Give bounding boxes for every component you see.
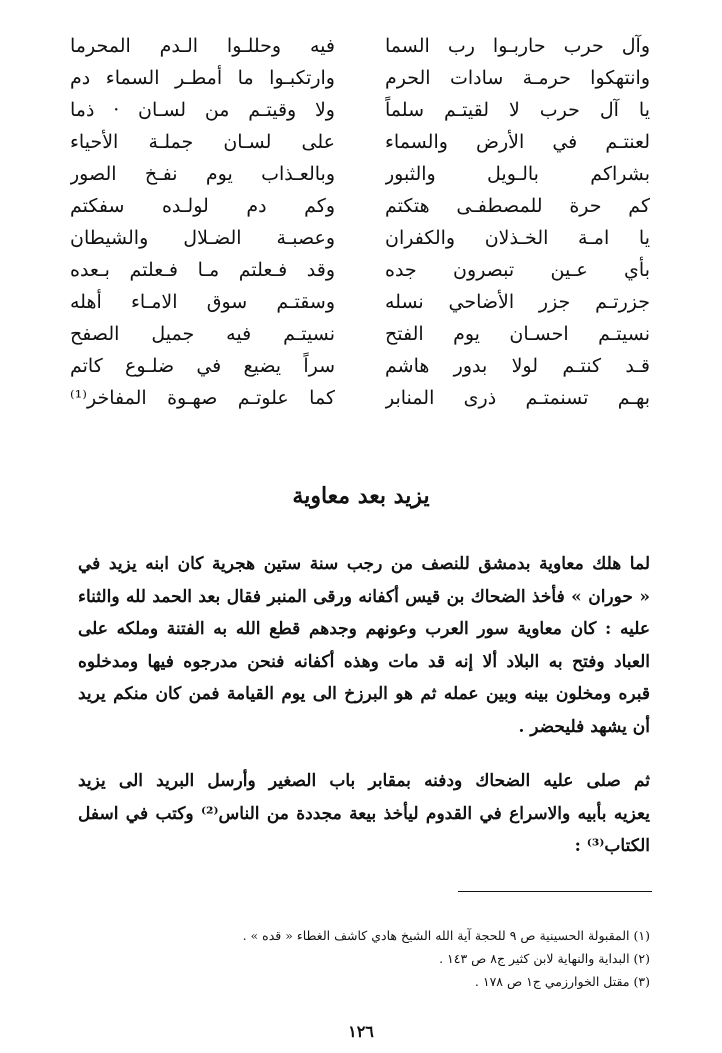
page-number: ١٢٦	[348, 1022, 374, 1041]
verse-left: وكم دم لولـده سفكتم	[70, 195, 335, 217]
paragraph-line: « حوران » فأخذ الضحاك بن قيس أكفانه ورقى المنبر فقال بعد الحمد لله والثناء	[78, 586, 650, 607]
paragraph-line: أن يشهد فليحضر .	[518, 716, 650, 737]
verse-right: وآل حرب حاربـوا رب السما	[385, 35, 650, 57]
verse-right: بشراكم بالـويل والثبور	[385, 163, 650, 185]
verse-right: بهـم تسنمتـم ذرى المنابر	[385, 387, 650, 409]
verse-left: وارتكبـوا ما أمطـر السماء دم	[70, 67, 335, 89]
paragraph-line: عليه : كان معاوية سور العرب وعونهم وجدهم قطع الله به الفتنة وملكه على	[78, 619, 650, 639]
verse-left: سراً يضيع في ضلـوع كاتم	[70, 355, 335, 377]
verse-left: فيه وحللـوا الـدم المحرما	[70, 35, 335, 57]
verse-right: قـد كنتـم لولا بدور هاشم	[385, 355, 650, 377]
verse-right: نسيتـم احسـان يوم الفتح	[385, 323, 650, 345]
verse-left: وبالعـذاب يوم نفـخ الصور	[70, 163, 335, 185]
verse-left: وسقتـم سوق الامـاء أهله	[70, 291, 335, 313]
footnote: (١) المقبولة الحسينية ص ٩ للحجة آية الله الشيخ هادي كاشف الغطاء « قده » .	[242, 928, 650, 943]
poem	[70, 30, 650, 450]
paragraph-line: قبره ومخلون بينه وبين عمله ثم هو البرزخ الى يوم القيامة فمن كان منكم يريد	[78, 684, 650, 704]
verse-right: كم حرة للمصطفـى هتكتم	[385, 195, 650, 217]
section-title: يزيد بعد معاوية	[292, 483, 430, 509]
poem-left-column	[70, 30, 335, 450]
footnote: (٢) البداية والنهاية لابن كثير ج٨ ص ١٤٣ .	[439, 951, 650, 966]
poem-right-column	[385, 30, 650, 450]
paragraph-line: يعزيه بأبيه والاسراع في القدوم ليأخذ بيعة مجددة من الناس⁽²⁾ وكتب في اسفل	[78, 803, 650, 824]
paragraph-line: الكتاب⁽³⁾ :	[574, 836, 650, 856]
paragraph-line: العباد وفتح به البلاد ألا إنه قد مات وهذه أكفانه فنحن مدرجوه فيها ومدخلوه	[78, 651, 650, 672]
verse-right: وانتهكوا حرمـة سادات الحرم	[385, 67, 650, 89]
paragraph	[78, 765, 650, 863]
verse-left: كما علوتـم صهـوة المفاخر⁽¹⁾	[70, 387, 335, 409]
verse-left: وقد فـعلتم مـا فـعلتم بـعده	[70, 259, 335, 281]
verse-right: لعنتـم في الأرض والسماء	[385, 131, 650, 153]
verse-right: جزرتـم جزر الأضاحي نسله	[385, 291, 650, 313]
footnote-divider	[458, 891, 652, 892]
paragraph	[78, 548, 650, 743]
verse-left: ولا وقيتـم من لسـان · ذما	[70, 99, 335, 121]
footnote: (٣) مقتل الخوارزمي ج١ ص ١٧٨ .	[474, 974, 650, 989]
verse-left: على لسـان جملـة الأحياء	[70, 131, 335, 153]
body-text	[78, 548, 650, 863]
paragraph-line: لما هلك معاوية بدمشق للنصف من رجب سنة ستين هجرية كان ابنه يزيد في	[78, 554, 650, 574]
verse-left: وعصبـة الضـلال والشيطان	[70, 227, 335, 249]
verse-left: نسيتـم فيه جميل الصفح	[70, 323, 335, 345]
verse-right: يا امـة الخـذلان والكفران	[385, 227, 650, 249]
verse-right: يا آل حرب لا لقيتـم سلماً	[385, 99, 650, 121]
verse-right: بأي عـين تبصرون جده	[385, 259, 650, 281]
footnotes	[200, 924, 650, 993]
paragraph-line: ثم صلى عليه الضحاك ودفنه بمقابر باب الصغير وأرسل البريد الى يزيد	[78, 771, 650, 791]
